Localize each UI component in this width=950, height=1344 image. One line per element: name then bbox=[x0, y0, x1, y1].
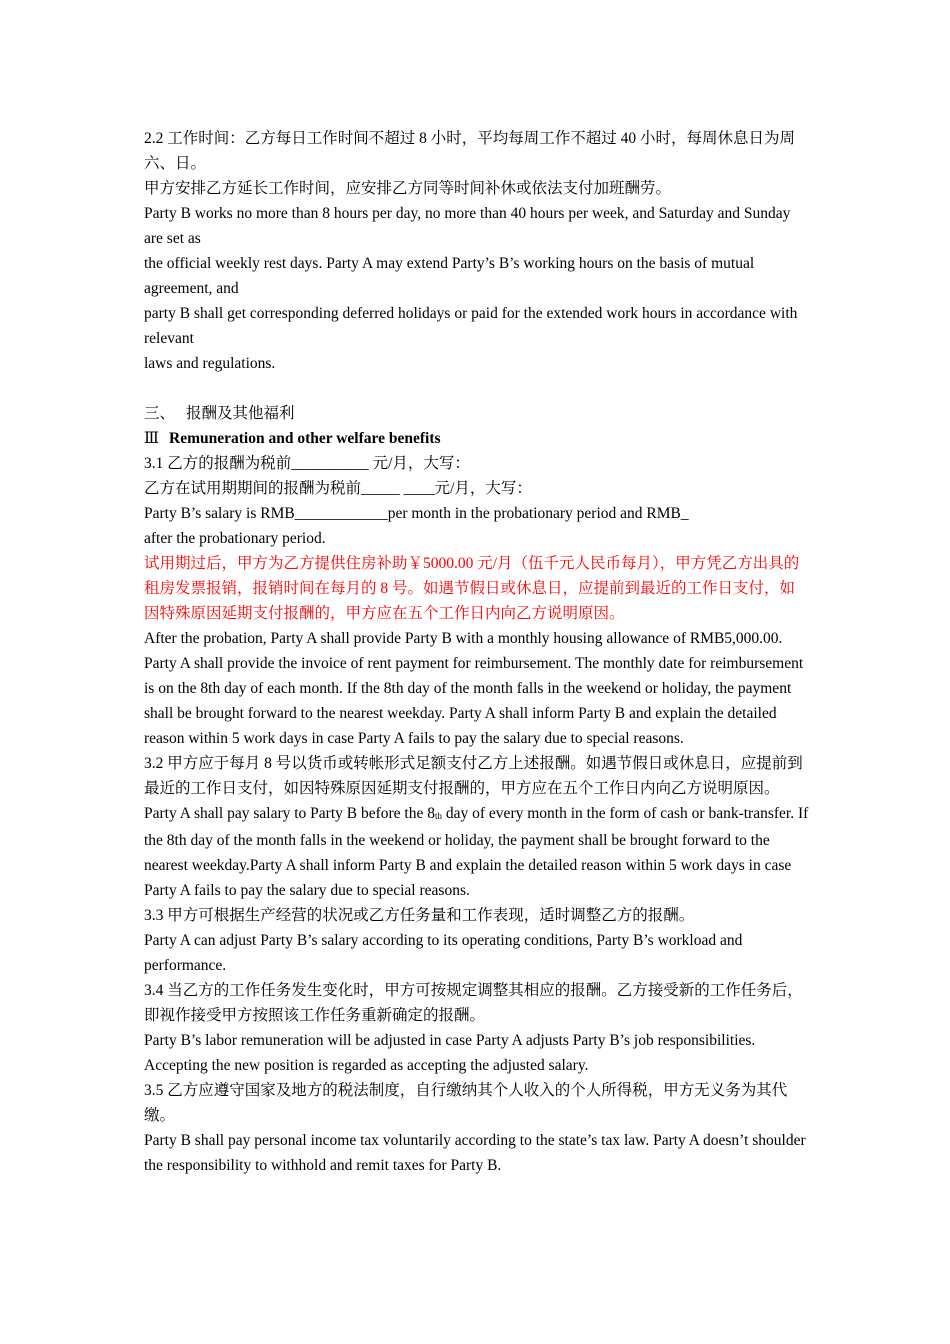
clause-3-3-en: Party A can adjust Party B’s salary according to its operating conditions, Party B’s workload and performance. bbox=[144, 932, 743, 974]
clause-3-4-en: Party B’s labor remuneration will be adjusted in case Party A adjusts Party B’s job responsibilities. Accepting the new position is regarded as accepting the adjusted salary. bbox=[144, 1032, 756, 1074]
clause-3-1-en-1: Party B’s salary is RMB____________per month in the probationary period and RMB_ bbox=[144, 505, 689, 522]
clause-3-2-en-part-b: day of every month in the form of cash or bank-transfer. If the 8th day of the month falls in the weekend or holiday, the payment shall be brought forward to the nearest weekday.Party A shall inform Party B and explain the detailed reason within 5 work days in case Party A fails to pay the salary due to special reasons. bbox=[144, 805, 809, 899]
clause-3-4-cn: 3.4 当乙方的工作任务发生变化时，甲方可按规定调整其相应的报酬。乙方接受新的工作任务后，即视作接受甲方按照该工作任务重新确定的报酬。 bbox=[144, 982, 803, 1024]
clause-3-1-housing-allowance-en: After the probation, Party A shall provide Party B with a monthly housing allowance of RMB5,000.00. Party A shall provide the invoice of rent payment for reimbursement. The monthly date for reimbursement is on the 8th day of each month. If the 8th day of the month falls in the weekend or holiday, the payment shall be brought forward to the nearest weekday. Party A shall inform Party B and explain the detailed reason within 5 work days in case Party A fails to pay the salary due to special reasons. bbox=[144, 630, 804, 747]
clause-2-2-cn-2: 甲方安排乙方延长工作时间，应安排乙方同等时间补休或依法支付加班酬劳。 bbox=[144, 180, 672, 197]
clause-3-2-cn: 3.2 甲方应于每月 8 号以货币或转帐形式足额支付乙方上述报酬。如遇节假日或休息日，应提前到最近的工作日支付，如因特殊原因延期支付报酬的，甲方应在五个工作日内向乙方说明原因。 bbox=[144, 755, 803, 797]
clause-3-1-cn-1: 3.1 乙方的报酬为税前__________ 元/月，大写： bbox=[144, 455, 470, 472]
document-page bbox=[144, 126, 810, 1178]
clause-3-1-housing-allowance-cn: 试用期过后，甲方为乙方提供住房补助￥5000.00 元/月（伍千元人民币每月），甲方凭乙方出具的租房发票报销，报销时间在每月的 8 号。如遇节假日或休息日，应提前到最近的工作日支付，如因特殊原因延期支付报酬的，甲方应在五个工作日内向乙方说明原因。 bbox=[144, 555, 800, 622]
section-3-number-en: Ⅲ bbox=[144, 430, 159, 447]
clause-3-3-cn: 3.3 甲方可根据生产经营的状况或乙方任务量和工作表现，适时调整乙方的报酬。 bbox=[144, 907, 695, 924]
paragraph-spacer bbox=[144, 376, 810, 401]
section-3-number-cn: 三、 bbox=[144, 405, 176, 422]
section-3-heading-en bbox=[144, 426, 810, 451]
clause-3-5-cn: 3.5 乙方应遵守国家及地方的税法制度，自行缴纳其个人收入的个人所得税，甲方无义务为其代缴。 bbox=[144, 1082, 788, 1124]
clause-3-1-en-2: after the probationary period. bbox=[144, 530, 326, 547]
clause-2-2-en-1: Party B works no more than 8 hours per day, no more than 40 hours per week, and Saturday and Sunday are set as bbox=[144, 205, 791, 247]
clause-3-1-cn-2: 乙方在试用期期间的报酬为税前_____ ____元/月，大写： bbox=[144, 480, 532, 497]
clause-3-5-en: Party B shall pay personal income tax voluntarily according to the state’s tax law. Party A doesn’t shoulder the responsibility to withhold and remit taxes for Party B. bbox=[144, 1132, 806, 1174]
section-3-heading-cn bbox=[144, 401, 810, 426]
ordinal-suffix: th bbox=[435, 811, 443, 821]
clause-2-2-en-4: laws and regulations. bbox=[144, 355, 276, 372]
clause-3-2-en bbox=[144, 801, 810, 903]
clause-3-2-en-part-a: Party A shall pay salary to Party B before the 8 bbox=[144, 805, 435, 822]
section-3-title-en: Remuneration and other welfare benefits bbox=[169, 430, 441, 447]
clause-2-2-cn-1: 2.2 工作时间：乙方每日工作时间不超过 8 小时，平均每周工作不超过 40 小时，每周休息日为周六、日。 bbox=[144, 130, 796, 172]
section-3-title-cn: 报酬及其他福利 bbox=[186, 405, 295, 422]
clause-2-2-en-2: the official weekly rest days. Party A may extend Party’s B’s working hours on the basis of mutual agreement, and bbox=[144, 255, 755, 297]
clause-2-2-en-3: party B shall get corresponding deferred holidays or paid for the extended work hours in accordance with relevant bbox=[144, 305, 798, 347]
